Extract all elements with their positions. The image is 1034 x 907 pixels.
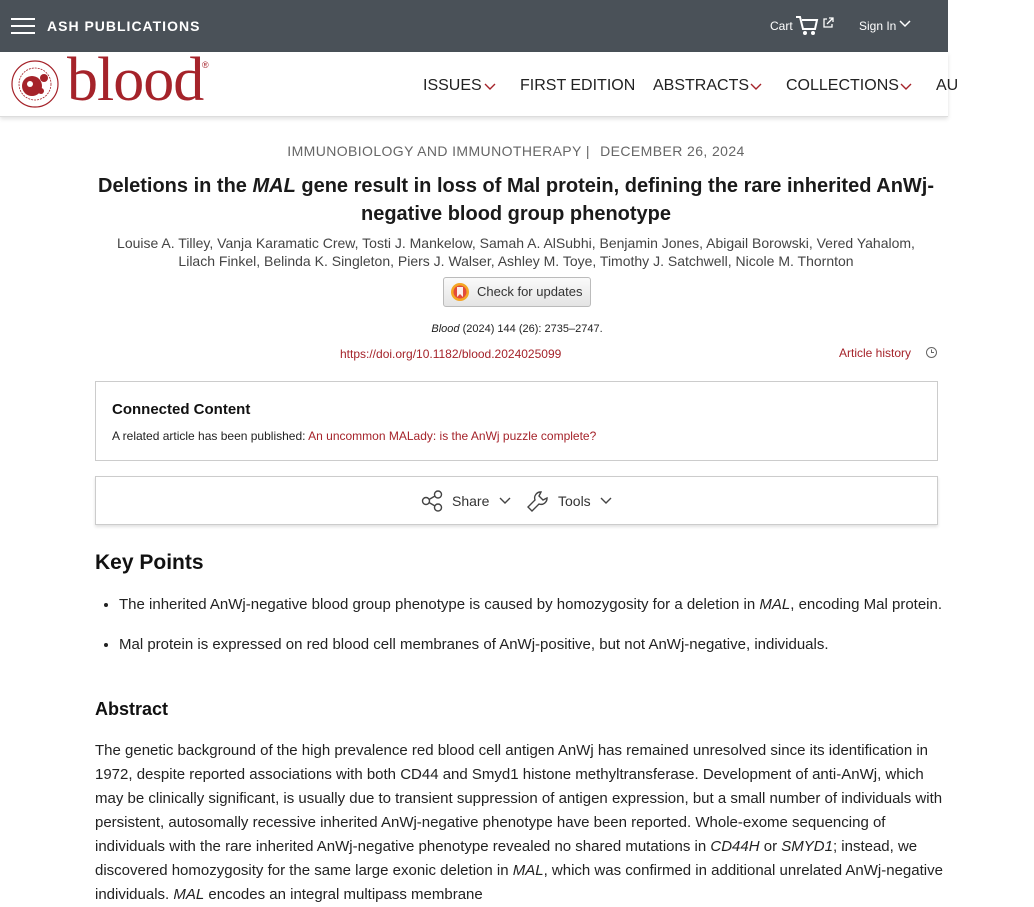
connected-content-box (95, 381, 938, 461)
abstract-body (95, 739, 943, 907)
share-tools-bar (95, 476, 938, 525)
share-button[interactable]: Share (452, 493, 490, 509)
list-item (119, 633, 964, 657)
citation-journal: Blood (431, 323, 460, 335)
authors-line[interactable]: Lilach Finkel, Belinda K. Singleton, Piers J. Walser, Ashley M. Toye, Timothy J. Satchwell, Nicole M. Thornton (178, 253, 854, 269)
ash-publications-link[interactable]: ASH PUBLICATIONS (47, 18, 201, 34)
cart-link[interactable]: Cart (770, 19, 793, 33)
nav-issues[interactable]: ISSUES (423, 77, 482, 94)
article-history-link[interactable]: Article history (839, 346, 912, 360)
related-article-link[interactable]: An uncommon MALady: is the AnWj puzzle complete? (308, 429, 597, 443)
history-clock-icon[interactable] (925, 346, 938, 359)
title-text: gene result in loss of Mal protein, defining the rare inherited AnWj-negative blood group phenotype (295, 175, 934, 225)
doi-link[interactable]: https://doi.org/10.1182/blood.2024025099 (340, 347, 562, 361)
title-gene: MAL (252, 175, 296, 197)
hamburger-menu-icon[interactable] (11, 18, 35, 35)
abstract-heading: Abstract (95, 699, 169, 719)
connected-content-heading: Connected Content (112, 401, 251, 418)
key-point-text: , encoding Mal protein. (790, 596, 943, 613)
chevron-down-icon[interactable] (484, 83, 496, 91)
chevron-down-icon[interactable] (750, 83, 762, 91)
gene-name: MAL (512, 862, 544, 879)
title-text: Deletions in the (98, 175, 253, 197)
key-points-list (95, 593, 964, 673)
article-title (90, 172, 942, 228)
blood-logo[interactable]: blood (67, 46, 204, 114)
chevron-down-icon[interactable] (600, 497, 612, 505)
sign-in-link[interactable]: Sign In (859, 19, 897, 33)
share-icon[interactable] (421, 490, 443, 512)
meta-separator: | (581, 143, 595, 159)
list-item (119, 593, 964, 617)
wrench-icon[interactable] (526, 489, 550, 513)
key-point-text: The inherited AnWj-negative blood group phenotype is caused by homozygosity for a deletion in (119, 596, 760, 613)
nav-abstracts[interactable]: ABSTRACTS (653, 77, 750, 94)
crossmark-icon (450, 282, 470, 302)
nav-first-edition[interactable]: FIRST EDITION (520, 77, 636, 94)
nav-collections[interactable]: COLLECTIONS (786, 77, 899, 94)
tools-button[interactable]: Tools (558, 493, 591, 509)
cart-icon[interactable] (795, 15, 819, 37)
journal-nav (0, 46, 959, 117)
check-for-updates-button[interactable] (443, 277, 591, 307)
external-link-icon (822, 17, 834, 29)
chevron-down-icon[interactable] (900, 83, 912, 91)
gene-name: MAL (173, 886, 205, 903)
article-date: DECEMBER 26, 2024 (600, 143, 745, 159)
top-bar (0, 0, 948, 52)
article-meta (0, 143, 1032, 159)
abstract-paragraph: The genetic background of the high prevalence red blood cell antigen AnWj has remained unresolved since its identification in 1972, despite reported associations with both CD44 and Smyd1 histone methyltransferase. Development of anti-AnWj, which may be clinically significant, is usually due to transient suppression of antigen expression, but a small number of individuals with persistent, autosomally recessive inherited AnWj-negative phenotype have been reported. Whole-exome sequencing of individuals with the rare inherited AnWj-negative phenotype revealed no shared mutations in CD44H or SMYD1; instead, we discovered homozygosity for the same large exonic deletion in MAL, which was confirmed in additional unrelated AnWj-negative individuals. MAL encodes an integral multipass membrane (95, 742, 943, 903)
connected-content-text (112, 429, 596, 443)
author-list[interactable] (90, 234, 942, 270)
check-for-updates-label: Check for updates (477, 284, 583, 299)
gene-name: MAL (759, 596, 791, 613)
nav-authors[interactable]: AU (936, 77, 959, 94)
chevron-down-icon[interactable] (899, 20, 911, 28)
gene-name: CD44H (710, 838, 760, 855)
authors-line[interactable]: Louise A. Tilley, Vanja Karamatic Crew, Tosti J. Mankelow, Samah A. AlSubhi, Benjamin Jones, Abigail Borowski, Vered Yahalom, (117, 235, 915, 251)
key-point-text: Mal protein is expressed on red blood cell membranes of AnWj-positive, but not AnWj-negative, individuals. (119, 636, 829, 653)
gene-name: SMYD1 (781, 838, 833, 855)
citation-details: (2024) 144 (26): 2735–2747. (459, 323, 603, 335)
article-section[interactable]: IMMUNOBIOLOGY AND IMMUNOTHERAPY (287, 143, 582, 159)
citation (0, 323, 1034, 335)
registered-mark: ® (202, 60, 209, 70)
related-text: A related article has been published: (112, 429, 309, 443)
ash-seal-logo (10, 58, 60, 110)
chevron-down-icon[interactable] (499, 497, 511, 505)
key-points-heading: Key Points (95, 551, 204, 574)
